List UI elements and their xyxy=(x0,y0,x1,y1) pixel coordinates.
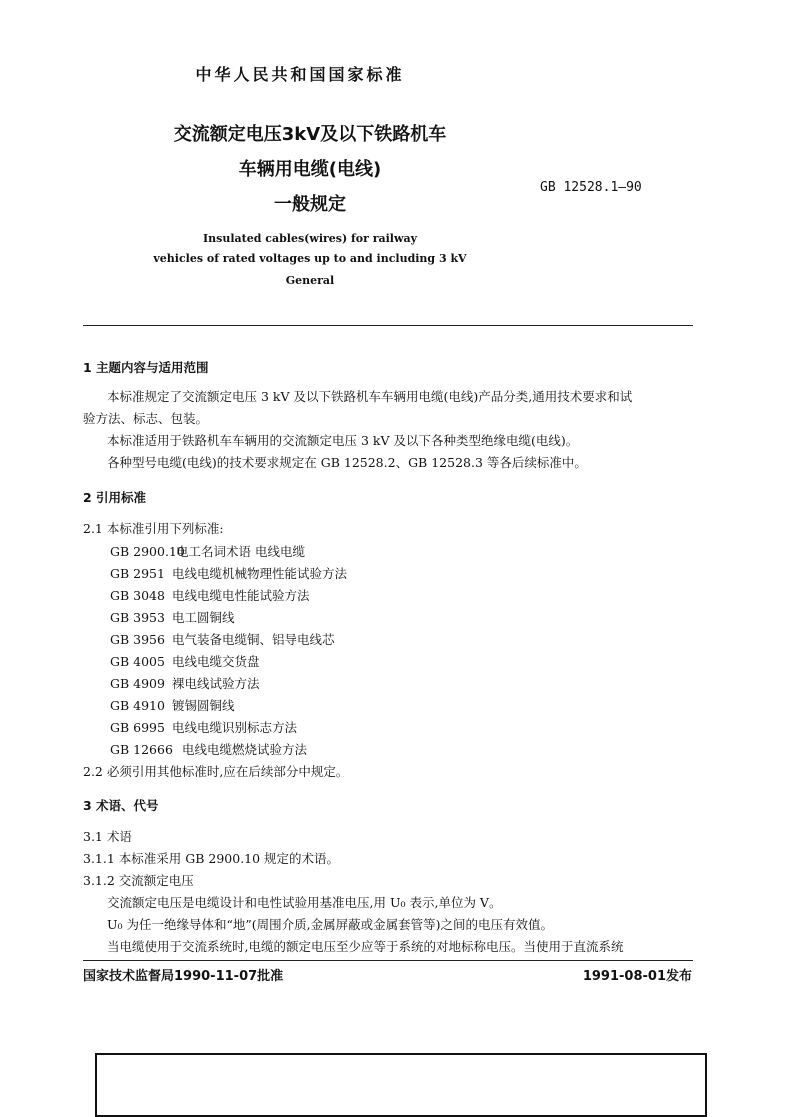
reference-title: 电气装备电缆铜、铝导电线芯 xyxy=(172,632,335,647)
section-3-paragraph-3: 当电缆使用于交流系统时,电缆的额定电压至少应等于系统的对地标称电压。当使用于直流系统 xyxy=(107,939,624,954)
section-2-1: 2.1 本标准引用下列标准: xyxy=(83,521,224,536)
title-line-1: 交流额定电压3kV及以下铁路机车 xyxy=(173,124,447,145)
reference-title: 电工名词术语 电线电缆 xyxy=(176,544,305,559)
reference-title: 裸电线试验方法 xyxy=(172,676,260,691)
english-title-line-1: Insulated cables(wires) for railway xyxy=(203,232,417,245)
section-1-paragraph-1b: 验方法、标志、包装。 xyxy=(83,411,209,426)
section-3-1: 3.1 术语 xyxy=(83,829,132,844)
reference-code: GB 3048 xyxy=(110,588,165,603)
section-1-paragraph-2: 本标准适用于铁路机车车辆用的交流额定电压 3 kV 及以下各种类型绝缘电缆(电线)。 xyxy=(107,433,579,448)
reference-item xyxy=(110,739,307,760)
reference-item xyxy=(110,585,310,606)
reference-item xyxy=(110,717,297,738)
section-3-1-2: 3.1.2 交流额定电压 xyxy=(83,873,194,888)
reference-title: 电线电缆电性能试验方法 xyxy=(172,588,310,603)
issuing-authority: 中华人民共和国国家标准 xyxy=(195,65,405,84)
standard-number: GB 12528.1—90 xyxy=(540,180,642,195)
bottom-frame xyxy=(95,1053,707,1117)
reference-title: 电工圆铜线 xyxy=(172,610,235,625)
reference-title: 电线电缆识别标志方法 xyxy=(172,720,298,735)
bottom-divider xyxy=(83,960,693,961)
title-line-3: 一般规定 xyxy=(274,194,346,215)
reference-title: 电线电缆燃烧试验方法 xyxy=(182,742,308,757)
section-2-heading: 2 引用标准 xyxy=(83,490,147,505)
section-1-paragraph-3: 各种型号电缆(电线)的技术要求规定在 GB 12528.2、GB 12528.3 等各后续标准中。 xyxy=(107,455,587,470)
section-1-paragraph-1a: 本标准规定了交流额定电压 3 kV 及以下铁路机车车辆用电缆(电线)产品分类,通用技术要求和试 xyxy=(107,389,633,404)
reference-code: GB 4910 xyxy=(110,698,165,713)
title-line-2: 车辆用电缆(电线) xyxy=(238,159,382,180)
section-3-heading: 3 术语、代号 xyxy=(83,798,159,813)
reference-code: GB 6995 xyxy=(110,720,165,735)
section-3-paragraph-1: 交流额定电压是电缆设计和电性试验用基准电压,用 U₀ 表示,单位为 V。 xyxy=(107,895,502,910)
reference-item xyxy=(110,695,235,716)
reference-item xyxy=(110,651,260,672)
section-2-2: 2.2 必须引用其他标准时,应在后续部分中规定。 xyxy=(83,764,349,779)
reference-item xyxy=(110,541,305,562)
implementation-date: 1991-08-01发布 xyxy=(582,969,692,984)
reference-title: 电线电缆交货盘 xyxy=(172,654,260,669)
reference-code: GB 3956 xyxy=(110,632,165,647)
reference-title: 电线电缆机械物理性能试验方法 xyxy=(172,566,348,581)
reference-code: GB 4005 xyxy=(110,654,165,669)
reference-code: GB 2900.10 xyxy=(110,544,185,559)
reference-item xyxy=(110,607,235,628)
reference-code: GB 12666 xyxy=(110,742,173,757)
english-title-line-3: General xyxy=(285,274,335,287)
approval-date: 国家技术监督局1990-11-07批准 xyxy=(83,969,284,984)
reference-item xyxy=(110,673,260,694)
top-divider xyxy=(83,325,693,326)
section-3-1-1: 3.1.1 本标准采用 GB 2900.10 规定的术语。 xyxy=(83,851,340,866)
section-3-paragraph-2: U₀ 为任一绝缘导体和“地”(周围介质,金属屏蔽或金属套管等)之间的电压有效值。 xyxy=(107,917,554,932)
english-title-line-2: vehicles of rated voltages up to and including 3 kV xyxy=(153,252,467,265)
reference-code: GB 4909 xyxy=(110,676,165,691)
reference-title: 镀锡圆铜线 xyxy=(172,698,235,713)
section-1-heading: 1 主题内容与适用范围 xyxy=(83,360,209,375)
reference-item xyxy=(110,563,347,584)
reference-code: GB 3953 xyxy=(110,610,165,625)
reference-item xyxy=(110,629,335,650)
reference-code: GB 2951 xyxy=(110,566,165,581)
